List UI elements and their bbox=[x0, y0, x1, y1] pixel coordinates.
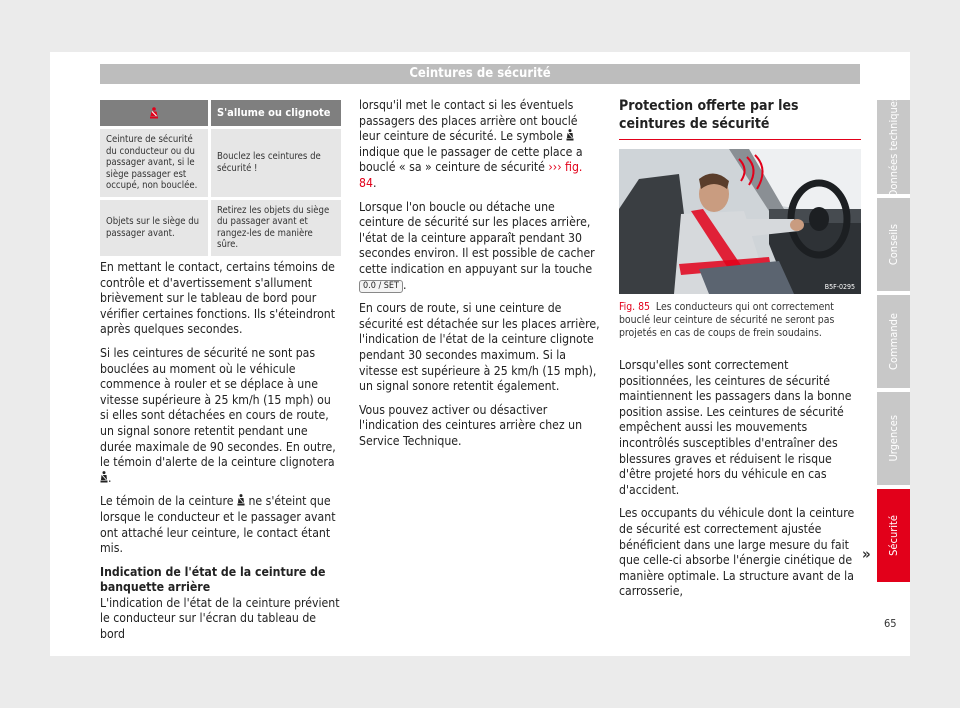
tab-label: Sécurité bbox=[887, 515, 900, 556]
paragraph bbox=[359, 200, 601, 294]
paragraph-text: . bbox=[402, 277, 407, 292]
paragraph: Lorsqu'elles sont correctement positionnées, les ceintures de sécurité maintiennent les passagers dans la bonne position assise. Les ceintures de sécurité empêchent aussi les mouvements incontrôlés susceptibles d'entraîner des blessures graves et réduisent le risque d'être projeté hors du véhicule en cas d'accident. bbox=[619, 358, 852, 497]
paragraph bbox=[359, 98, 601, 192]
seatbelt-icon bbox=[237, 494, 245, 506]
figure-85-image bbox=[619, 149, 861, 294]
page-header: Ceintures de sécurité bbox=[100, 64, 860, 84]
set-key-label: 0.0 / SET bbox=[359, 280, 403, 293]
paragraph: En mettant le contact, certains témoins de contrôle et d'avertissement s'allument brièvement sur le tableau de bord pour vérifier certaines fonctions. Ils s'éteindront après quelques secondes. bbox=[100, 260, 336, 337]
section-title: Protection offerte par les ceintures de sécurité bbox=[619, 97, 861, 140]
table-header-status: S'allume ou clignote bbox=[210, 100, 342, 128]
seatbelt-warning-icon bbox=[100, 100, 210, 128]
table-cell-action: Retirez les objets du siège du passager avant et rangez-les de manière sûre. bbox=[210, 198, 342, 256]
subheading: Indication de l'état de la ceinture de banquette arrière bbox=[100, 564, 326, 595]
seatbelt-icon bbox=[100, 471, 108, 483]
warning-table bbox=[100, 100, 341, 256]
paragraph: Les occupants du véhicule dont la ceinture de sécurité est correctement ajustée bénéficient dans une large mesure du fait que celle-ci absorbe l'énergie cinétique de manière optimale. La structure avant de la carrosserie, bbox=[619, 506, 855, 599]
paragraph-text: lorsqu'il met le contact si les éventuels passagers des places arrière ont bouclé leur ceinture de sécurité. Le symbole bbox=[359, 98, 578, 144]
tab-label: Urgences bbox=[887, 415, 900, 462]
tab-securite[interactable] bbox=[877, 489, 910, 582]
paragraph: Si les ceintures de sécurité ne sont pas bouclées au moment où le véhicule commence à rouler et se déplace à une vitesse supérieure à 25 km/h (15 mph) ou si elles sont détachées en cours de route, un signal sonore retentit pendant une durée maximale de 90 secondes. En outre, le témoin d'alerte de la ceinture clignotera . bbox=[100, 345, 336, 485]
tab-label: Conseils bbox=[887, 223, 900, 266]
table-cell-condition: Objets sur le siège du passager avant. bbox=[100, 198, 210, 256]
paragraph: En cours de route, si une ceinture de sécurité est détachée sur les places arrière, l'indication de l'état de la ceinture clignote pendant 30 secondes maximum. Si la vitesse est supérieure à 25 km/h (15 mph), un signal sonore retentit également. bbox=[359, 301, 600, 394]
figure-caption bbox=[619, 301, 861, 340]
paragraph-text: . bbox=[372, 175, 377, 190]
tab-conseils[interactable] bbox=[877, 198, 910, 291]
table-cell-action: Bouclez les ceintures de sécurité ! bbox=[210, 128, 342, 199]
tab-urgences[interactable] bbox=[877, 392, 910, 485]
table-row bbox=[100, 128, 341, 199]
tab-donnees-techniques[interactable] bbox=[877, 96, 910, 198]
text-column-3 bbox=[619, 358, 861, 608]
tab-label: Commande bbox=[887, 313, 900, 370]
figure-reference-link[interactable]: ››› fig. 84 bbox=[359, 160, 583, 190]
paragraph-text: Le témoin de la ceinture bbox=[100, 494, 234, 509]
page-number: 65 bbox=[884, 617, 897, 630]
figure-label: Fig. 85 bbox=[619, 301, 650, 313]
table-cell-condition: Ceinture de sécurité du conducteur ou du passager avant, si le siège passager est occupé, non bouclée. bbox=[100, 128, 210, 199]
seatbelt-icon bbox=[566, 129, 574, 141]
figure-caption-text: Les conducteurs qui ont correctement bouclé leur ceinture de sécurité ne seront pas projetés en cas de coups de frein soudains. bbox=[619, 301, 835, 339]
table-row bbox=[100, 198, 341, 256]
paragraph: Vous pouvez activer ou désactiver l'indication des ceintures arrière chez un Service Technique. bbox=[359, 402, 583, 448]
paragraph-text: Lorsque l'on boucle ou détache une ceinture de sécurité sur les places arrière, l'état de la ceinture apparaît pendant 30 secondes environ. Il est possible de cacher cette indication en appuyant sur la touche bbox=[359, 199, 595, 276]
figure-code: B5F-0295 bbox=[824, 283, 855, 291]
paragraph bbox=[100, 494, 342, 556]
paragraph-text: indique que le passager de cette place a bouclé « sa » ceinture de sécurité bbox=[359, 144, 583, 175]
text-column-2 bbox=[359, 98, 601, 457]
paragraph-text: Si les ceintures de sécurité ne sont pas bouclées au moment où le véhicule commence à rouler et se déplace à une vitesse supérieure à 25 km/h (15 mph) ou si elles sont détachées en cours de route, un signal sonore retentit pendant une durée maximale de 90 secondes. En outre, le témoin d'alerte de la ceinture clignotera bbox=[100, 345, 336, 470]
paragraph: L'indication de l'état de la ceinture prévient le conducteur sur l'écran du tableau de bord bbox=[100, 595, 340, 642]
text-column-1 bbox=[100, 260, 342, 651]
continue-arrow-icon: » bbox=[862, 545, 871, 563]
paragraph-text: ne s'éteint que lorsque le conducteur et le passager avant ont attaché leur ceinture, le contact étant mis. bbox=[100, 494, 336, 556]
tab-commande[interactable] bbox=[877, 295, 910, 388]
tab-label: Données techniques bbox=[887, 96, 900, 198]
